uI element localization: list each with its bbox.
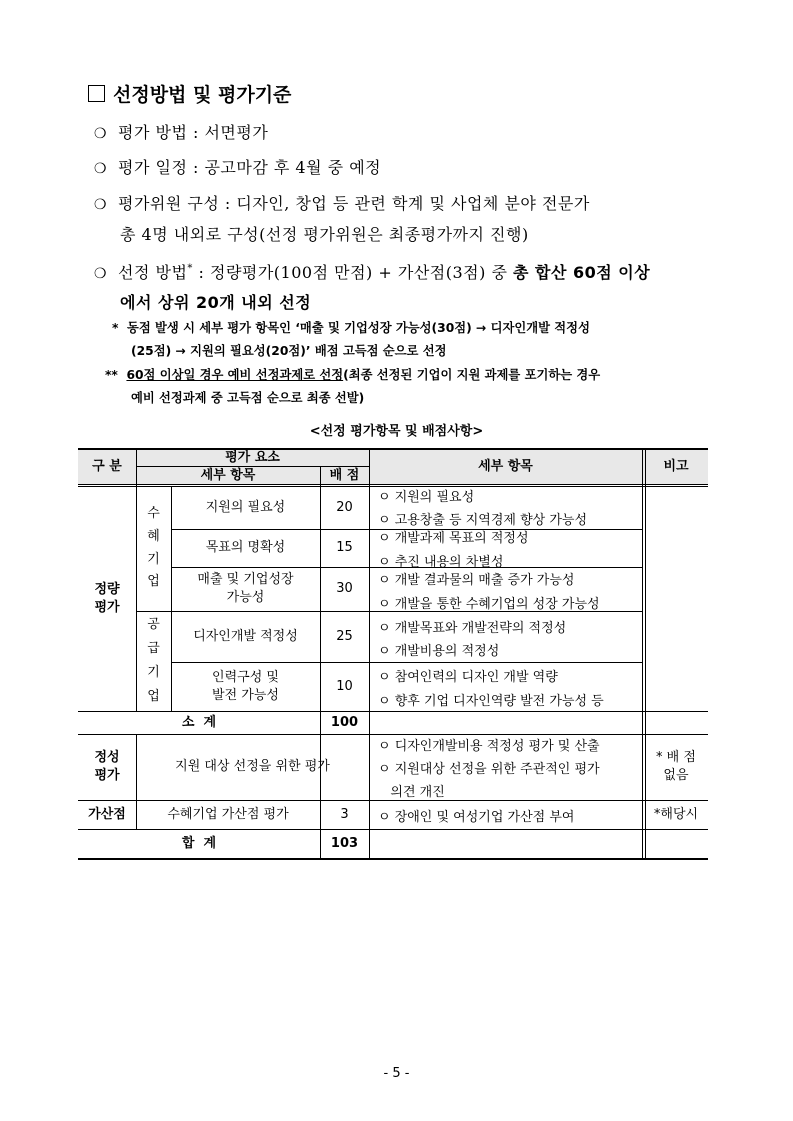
total-label: 합 계	[181, 835, 217, 851]
header-sub-items: 세부 항목	[200, 467, 256, 483]
subtotal-label: 소 계	[181, 714, 217, 730]
page-number: - 5 -	[383, 1066, 410, 1081]
quant-label: 정량 평가	[94, 581, 120, 615]
total-score: 103	[330, 835, 359, 851]
qual-detail: 의견 개진	[378, 785, 445, 800]
row-score: 20	[336, 499, 353, 515]
bonus-remark: *해당시	[653, 806, 699, 822]
row-item: 디자인개발 적정성	[193, 628, 298, 644]
circle-bullet-icon: ❍	[94, 126, 108, 142]
header-category: 구 분	[92, 459, 122, 475]
qual-detail: ㅇ 디자인개발비용 적정성 평가 및 산출	[378, 739, 600, 754]
row-item: 매출 및 기업성장 가능성	[197, 572, 294, 605]
row-item: 인력구성 및 발전 가능성	[212, 669, 279, 703]
circle-bullet-icon: ❍	[94, 197, 108, 213]
note-reserve-line2: 예비 선정과제 중 고득점 순으로 최종 선발)	[131, 391, 365, 405]
bonus-item: 수혜기업 가산점 평가	[167, 806, 289, 822]
row-item: 목표의 명확성	[205, 540, 286, 556]
row-detail: ㅇ 지원의 필요성	[378, 490, 475, 505]
bullet-committee: ❍ 평가위원 구성 : 디자인, 창업 등 관련 학계 및 사업체 분야 전문가	[94, 194, 590, 213]
subtotal-score: 100	[330, 714, 359, 730]
circle-bullet-icon: ❍	[94, 161, 108, 177]
row-score: 25	[336, 628, 353, 644]
row-score: 30	[336, 581, 353, 597]
circle-bullet-icon: ❍	[94, 266, 108, 282]
row-item: 지원의 필요성	[205, 499, 286, 515]
note-tiebreak-line2: (25점) → 지원의 필요성(20점)’ 배점 고득점 순으로 선정	[131, 344, 447, 358]
qual-label: 정성 평가	[94, 750, 120, 783]
row-detail: ㅇ 개발 결과물의 매출 증가 가능성	[378, 573, 575, 588]
header-details: 세부 항목	[478, 459, 533, 475]
header-elements: 평가 요소	[225, 449, 280, 465]
note-tiebreak: * 동점 발생 시 세부 평가 항목인 ‘매출 및 기업성장 가능성(30점) → 디자인개발 적정성	[112, 321, 590, 335]
row-detail: ㅇ 참여인력의 디자인 개발 역량	[378, 670, 558, 685]
heading-text: 선정방법 및 평가기준	[113, 84, 292, 106]
bullet-selection-line2: 에서 상위 20개 내외 선정	[120, 293, 312, 312]
row-detail: ㅇ 개발비용의 적정성	[378, 644, 500, 659]
bullet-method: ❍ 평가 방법 : 서면평가	[94, 123, 269, 142]
bonus-score: 3	[340, 806, 349, 822]
qual-remark: * 배 점 없음	[656, 750, 696, 783]
row-detail: ㅇ 향후 기업 디자인역량 발전 가능성 등	[378, 694, 604, 709]
header-remarks: 비고	[663, 459, 689, 475]
bonus-label: 가산점	[88, 806, 126, 822]
qual-item: 지원 대상 선정을 위한 평가	[175, 759, 330, 775]
bullet-committee-line2: 총 4명 내외로 구성(선정 평가위원은 최종평가까지 진행)	[120, 225, 529, 244]
group-supplier: 공 급 기 업	[147, 616, 160, 705]
row-score: 10	[336, 678, 353, 694]
bullet-selection: ❍ 선정 방법* : 정량평가(100점 만점) + 가산점(3점) 중 총 합산 60점 이상	[94, 263, 651, 282]
row-detail: ㅇ 추진 내용의 차별성	[378, 555, 504, 570]
row-score: 15	[336, 540, 353, 556]
table-caption: <선정 평가항목 및 배점사항>	[309, 424, 484, 439]
group-beneficiary: 수 혜 기 업	[147, 506, 160, 590]
qual-detail: ㅇ 지원대상 선정을 위한 주관적인 평가	[378, 762, 600, 777]
row-detail: ㅇ 개발목표와 개발전략의 적정성	[378, 621, 567, 636]
row-detail: ㅇ 개발과제 목표의 적정성	[378, 531, 529, 546]
note-reserve: ** 60점 이상일 경우 예비 선정과제로 선정(최종 선정된 기업이 지원 과제를 포기하는 경우	[105, 368, 601, 382]
row-detail: ㅇ 개발을 통한 수혜기업의 성장 가능성	[378, 597, 600, 612]
bonus-detail: ㅇ 장애인 및 여성기업 가산점 부여	[378, 810, 575, 825]
row-detail: ㅇ 고용창출 등 지역경제 향상 가능성	[378, 513, 588, 528]
bullet-schedule: ❍ 평가 일정 : 공고마감 후 4월 중 예정	[94, 158, 382, 177]
header-score: 배 점	[329, 467, 360, 483]
